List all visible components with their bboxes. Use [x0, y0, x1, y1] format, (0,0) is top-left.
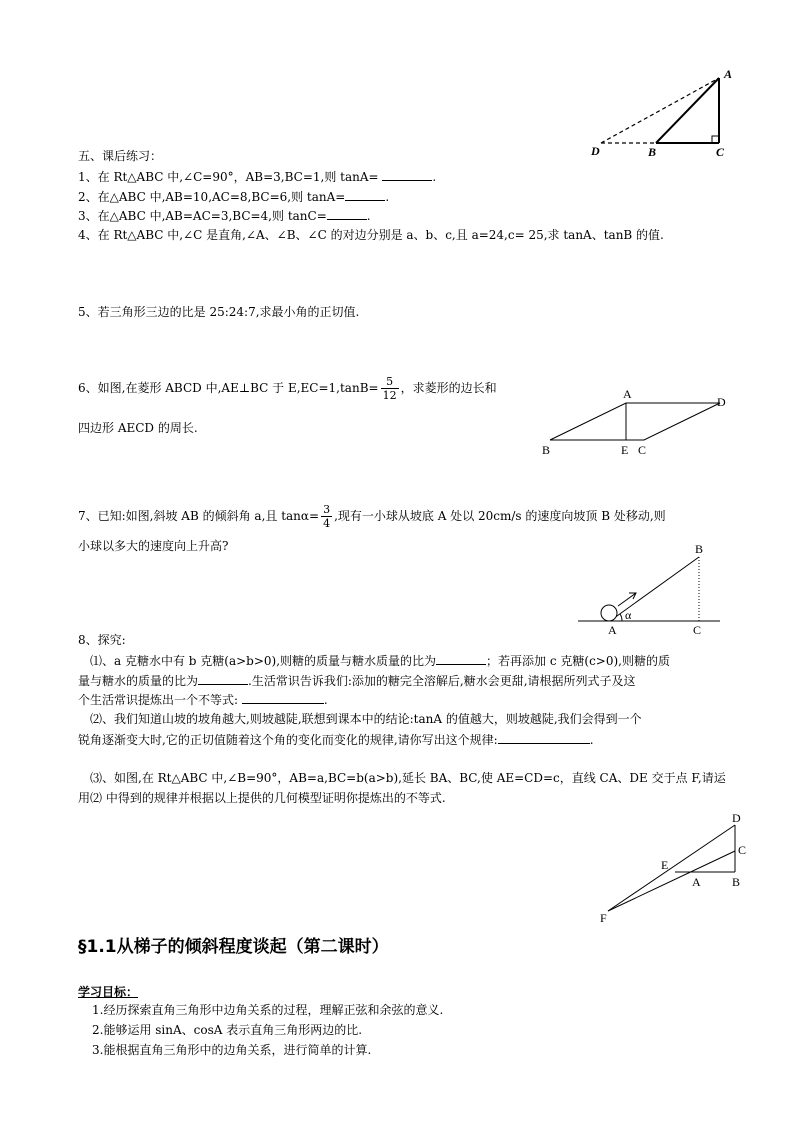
- fig6-label-d: D: [717, 395, 726, 409]
- question-8-2-text: 锐角逐渐变大时,它的正切值随着这个角的变化而变化的规律,请你写出这个规律:: [78, 733, 498, 747]
- fig7-label-a: A: [608, 623, 617, 637]
- question-6-fraction: [381, 375, 399, 402]
- question-8-2-line-1: ⑵、我们知道山坡的坡角越大,则坡越陡,联想到课本中的结论:tanA 的值越大，则坡越陡,我们会得到一个: [90, 712, 642, 726]
- question-2-blank[interactable]: [345, 188, 385, 201]
- question-7-text-2: ,现有一小球从坡底 A 处以 20cm/s 的速度向坡顶 B 处移动,则: [334, 509, 666, 523]
- lesson-heading: §1.1从梯子的倾斜程度谈起（第二课时）: [78, 937, 389, 957]
- fig8-label-f: F: [600, 911, 607, 924]
- fig6-label-a: A: [623, 387, 632, 401]
- fig8-label-a: A: [692, 875, 701, 889]
- question-5: 5、若三角形三边的比是 25:24:7,求最小角的正切值.: [78, 305, 360, 319]
- question-8-1-text: ⑴、a 克糖水中有 b 克糖(a>b>0),则糖的质量与糖水质量的比为: [90, 654, 437, 668]
- question-8-1-text-5: 个生活常识提炼出一个不等式:: [78, 693, 239, 707]
- fig6-label-c: C: [638, 443, 647, 457]
- question-7-fraction: [321, 503, 332, 530]
- question-6-denominator: 12: [382, 389, 397, 402]
- question-3: 3、在△ABC 中,AB=AC=3,BC=4,则 tanC= .: [78, 209, 371, 223]
- question-3-blank[interactable]: [327, 207, 367, 220]
- question-8-1-line-2: [78, 672, 636, 689]
- learning-goals-title: 学习目标：: [78, 985, 139, 999]
- question-8-1-text-2: ；若再添加 c 克糖(c>0),则糖的质: [486, 654, 670, 668]
- figure-slope: [570, 540, 730, 640]
- question-8-1-blank-2[interactable]: [198, 672, 248, 685]
- question-8-3-line-2: 用⑵ 中得到的规律并根据以上提供的几何模型证明你提炼出的不等式.: [78, 791, 446, 805]
- question-7-denominator: 4: [323, 517, 331, 530]
- question-8-1-text-3: 量与糖水的质量的比为: [78, 674, 199, 688]
- learning-goal-1: 1.经历探索直角三角形中边角关系的过程，理解正弦和余弦的意义.: [92, 1003, 444, 1017]
- question-6-text-2: ，求菱形的边长和: [400, 381, 497, 395]
- question-8-3-line-1: ⑶、如图,在 Rt△ABC 中,∠B=90°，AB=a,BC=b(a>b),延长 BA、BC,使 AE=CD=c，直线 CA、DE 交于点 F,请运: [90, 771, 726, 785]
- fig6-label-b: B: [542, 443, 551, 457]
- learning-goal-2: 2.能够运用 sinA、cosA 表示直角三角形两边的比.: [92, 1023, 363, 1037]
- question-8-2-blank[interactable]: [498, 731, 590, 744]
- question-7-text: 7、已知:如图,斜坡 AB 的倾斜角 a,且 tanα=: [78, 509, 320, 523]
- question-8-1-blank-1[interactable]: [436, 652, 486, 665]
- fig1-label-d: D: [591, 144, 600, 158]
- question-3-text: 3、在△ABC 中,AB=AC=3,BC=4,则 tanC=: [78, 209, 327, 223]
- question-6-numerator: 5: [381, 375, 399, 389]
- question-8-1-blank-3[interactable]: [242, 691, 324, 704]
- fig1-label-b: B: [648, 145, 657, 159]
- fig1-label-a: A: [724, 68, 733, 81]
- ball-icon: [601, 605, 617, 621]
- fig7-label-b: B: [695, 542, 704, 556]
- figure-triangle-abcd: [588, 68, 738, 160]
- question-1: 1、在 Rt△ABC 中,∠C=90°，AB=3,BC=1,则 tanA= .: [78, 170, 437, 184]
- question-2: 2、在△ABC 中,AB=10,AC=8,BC=6,则 tanA= .: [78, 190, 390, 204]
- fig6-label-e: E: [621, 443, 629, 457]
- fig7-label-c: C: [693, 623, 702, 637]
- figure-rhombus: [538, 385, 738, 460]
- fig8-label-b: B: [732, 875, 741, 889]
- question-4: 4、在 Rt△ABC 中,∠C 是直角,∠A、∠B、∠C 的对边分别是 a、b、c,且 a=24,c= 25,求 tanA、tanB 的值.: [78, 228, 664, 242]
- question-7-line-2: 小球以多大的速度向上升高?: [78, 539, 229, 553]
- fig1-label-c: C: [716, 145, 725, 159]
- question-6-text: 6、如图,在菱形 ABCD 中,AE⊥BC 于 E,EC=1,tanB=: [78, 381, 379, 395]
- question-6-line-2: 四边形 AECD 的周长.: [78, 421, 198, 435]
- question-8-1-text-4: .生活常识告诉我们:添加的糖完全溶解后,糖水会更甜,请根据所列式子及这: [248, 674, 636, 688]
- fig8-label-e: E: [661, 858, 669, 872]
- question-8-1-line-3: 个生活常识提炼出一个不等式: .: [78, 693, 328, 707]
- question-7: [78, 500, 666, 532]
- question-7-numerator: 3: [323, 503, 331, 516]
- question-8-1-line-1: [90, 652, 670, 669]
- question-2-text: 2、在△ABC 中,AB=10,AC=8,BC=6,则 tanA=: [78, 190, 346, 204]
- question-8-2-line-2: 锐角逐渐变大时,它的正切值随着这个角的变化而变化的规律,请你写出这个规律: .: [78, 733, 594, 747]
- learning-goal-3: 3.能根据直角三角形中的边角关系，进行简单的计算.: [92, 1043, 372, 1057]
- question-1-blank[interactable]: [382, 168, 432, 181]
- fig7-label-alpha: α: [625, 608, 632, 622]
- question-6: [78, 372, 497, 404]
- figure-inequality-model: [598, 812, 748, 924]
- question-8-title: 8、探究:: [78, 633, 126, 647]
- fig8-label-d: D: [732, 812, 741, 825]
- fig8-label-c: C: [738, 843, 747, 857]
- question-1-text: 1、在 Rt△ABC 中,∠C=90°，AB=3,BC=1,则 tanA=: [78, 170, 379, 184]
- section-title: 五、课后练习：: [78, 149, 163, 163]
